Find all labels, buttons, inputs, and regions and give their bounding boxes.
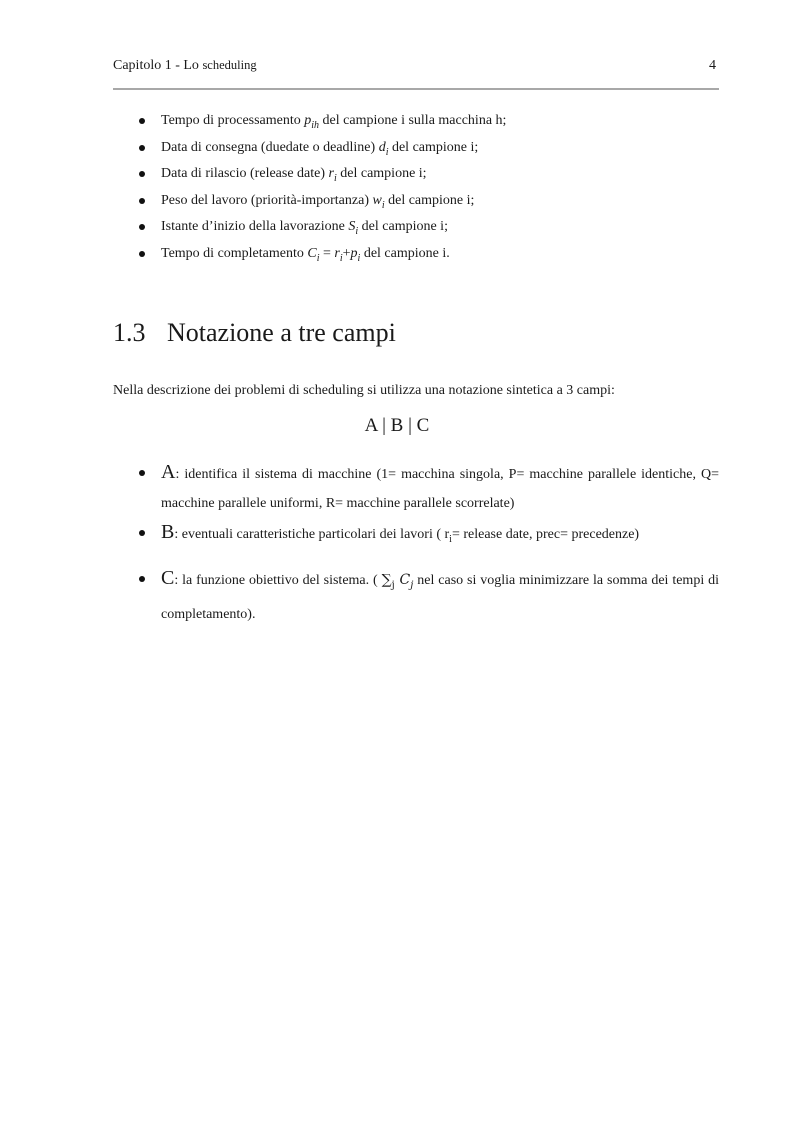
list-item-c: C: la funzione obiettivo del sistema. ( $\sum_j$ $C_j$ nel caso si voglia minimizzare la somma dei tempi di completamento). (113, 564, 719, 629)
list-item-b: B: eventuali caratteristiche particolari dei lavori ( $r_i=$ release date, prec= precedenze) (113, 518, 719, 554)
bullet-icon (139, 145, 145, 151)
bullet-icon (139, 251, 145, 257)
parameter-list (113, 110, 719, 270)
page-number: 4 (709, 58, 716, 73)
list-item: Data di consegna (duedate o deadline) $d_i$ del campione i; (113, 137, 719, 164)
chapter-title: Capitolo 1 - Lo scheduling (113, 58, 257, 73)
list-item: Tempo di processamento $p_{ih}$ del campione i sulla macchina h; (113, 110, 719, 137)
page-header (113, 58, 718, 78)
list-item: Peso del lavoro (priorità-importanza) $w_i$ del campione i; (113, 190, 719, 217)
notation-list (113, 458, 719, 629)
list-item: Data di rilascio (release date) $r_i$ del campione i; (113, 163, 719, 190)
bullet-icon (139, 224, 145, 230)
list-item: Tempo di completamento $C_i = r_i+p_i$ del campione i. (113, 243, 719, 270)
list-item-a: A: identifica il sistema di macchine (1= macchina singola, P= macchine parallele identiche, Q= macchine parallele uniformi, R= macchine parallele scorrelate) (113, 458, 719, 518)
intro-paragraph: Nella descrizione dei problemi di scheduling si utilizza una notazione sintetica a 3 campi: (113, 383, 615, 398)
bullet-icon (139, 530, 145, 536)
bullet-icon (139, 118, 145, 124)
section-number: 1.3 (113, 318, 146, 347)
sum-expression: $\sum_j$ $C_j$ (381, 571, 414, 591)
bullet-icon (139, 171, 145, 177)
list-item: Istante d’inizio della lavorazione $S_i$ del campione i; (113, 216, 719, 243)
header-rule (113, 88, 719, 90)
bullet-icon (139, 198, 145, 204)
bullet-icon (139, 576, 145, 582)
section-heading (113, 318, 396, 348)
notation-formula: A | B | C (364, 415, 430, 436)
section-title: Notazione a tre campi (167, 318, 396, 347)
bullet-icon (139, 470, 145, 476)
